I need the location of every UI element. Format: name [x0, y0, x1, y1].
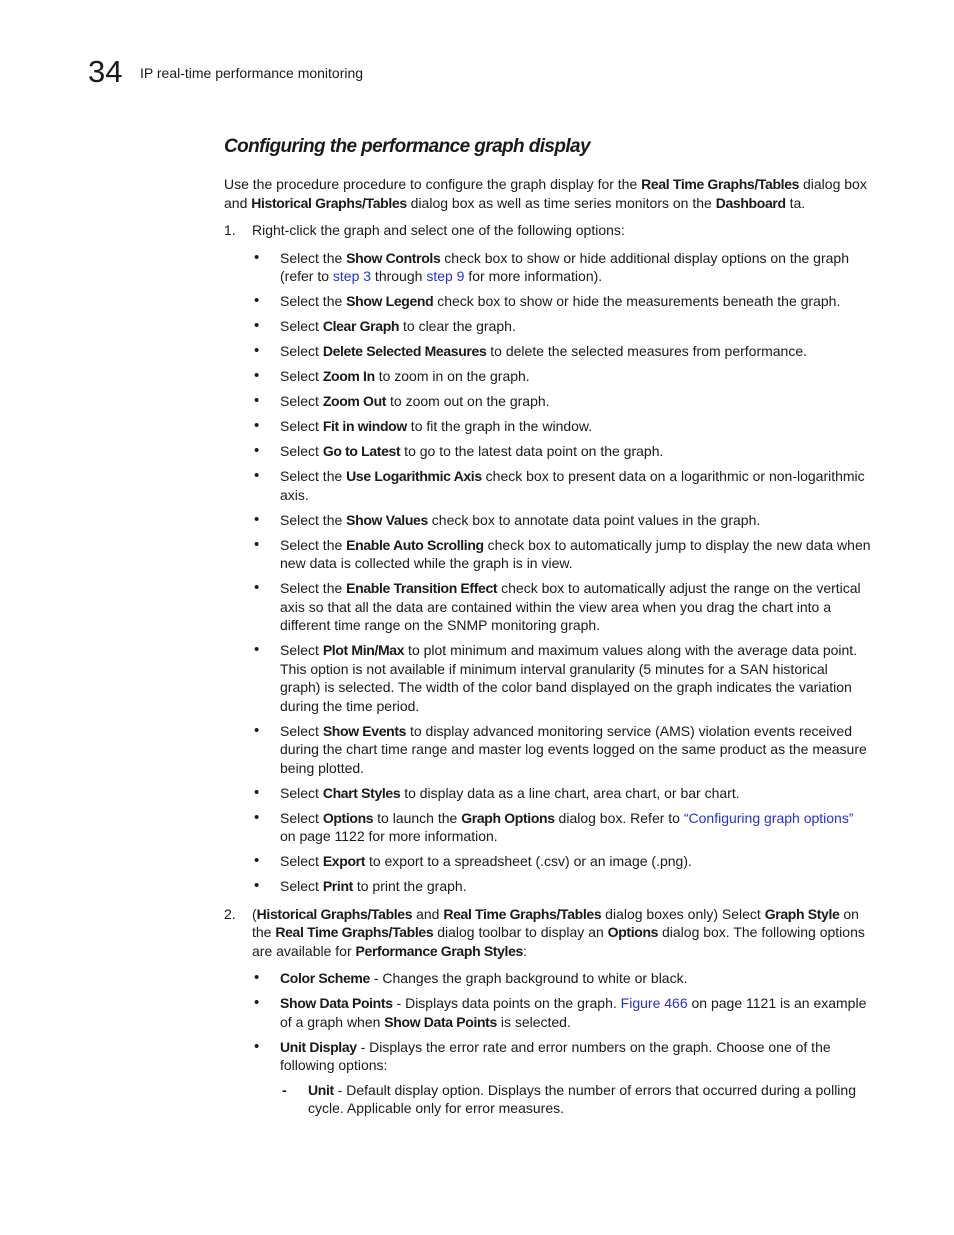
list-item — [252, 317, 872, 336]
ui-term: Chart Styles — [322, 784, 401, 801]
ui-term: Go to Latest — [322, 443, 401, 459]
list-item — [252, 417, 872, 436]
list-item — [280, 1081, 872, 1118]
text: check box to automatically adjust the range on the vertical axis so that all the data are contained within the view area when you drag the chart into a different time range on the SNMP monitoring graph. — [280, 580, 861, 633]
text: Use the procedure procedure to configure the graph display for the — [224, 176, 642, 192]
text: Select — [280, 878, 323, 894]
list-item — [252, 994, 872, 1031]
list-item — [252, 367, 872, 386]
text: through — [371, 268, 427, 284]
step-text — [252, 905, 872, 961]
text: Select — [280, 853, 323, 869]
text: check box to annotate data point values in the graph. — [427, 511, 761, 528]
ui-term: Show Legend — [346, 293, 434, 309]
text: check box to present data on a logarithmic or non-logarithmic axis. — [280, 468, 865, 503]
chapter-title: IP real-time performance monitoring — [140, 65, 364, 81]
text: Select the — [280, 511, 347, 528]
text: to fit the graph in the window. — [406, 418, 593, 434]
text: Select — [280, 418, 323, 434]
text: Select the — [280, 536, 347, 553]
ui-term: Historical Graphs/Tables — [251, 194, 407, 211]
text: to export to a spreadsheet (.csv) or an image (.png). — [365, 853, 692, 869]
ui-term: Historical Graphs/Tables — [256, 905, 413, 922]
text: check box to show or hide additional display options on the graph (refer to — [280, 249, 849, 284]
section-title: Configuring the performance graph display — [224, 136, 590, 157]
text: for more information). — [464, 268, 603, 284]
text: to zoom out on the graph. — [386, 393, 550, 409]
ui-term: Show Events — [322, 722, 407, 739]
text: and — [412, 905, 444, 922]
text: Select the — [280, 293, 347, 309]
text: dialog toolbar to display an — [433, 924, 608, 940]
intro-paragraph — [224, 175, 872, 212]
text: dialog box and — [224, 176, 867, 211]
list-item — [252, 809, 872, 846]
text: to display advanced monitoring service (AMS) violation events received during the chart time range and master log events logged on the same product as the measure being plotted. — [280, 722, 867, 776]
step-1 — [224, 221, 872, 896]
text: dialog box. Refer to — [554, 809, 684, 826]
text: on the — [252, 905, 859, 940]
text: Select — [280, 343, 323, 359]
text: Select — [280, 784, 323, 801]
text: - Changes the graph background to white or black. — [369, 970, 688, 986]
ui-term: Print — [322, 878, 353, 894]
list-item — [252, 641, 872, 715]
list-item — [252, 392, 872, 411]
text: - Displays data points on the graph. — [392, 995, 621, 1011]
list-item — [252, 579, 872, 635]
list-item — [252, 969, 872, 988]
main-content — [224, 135, 872, 1124]
ui-term: Unit — [308, 1081, 334, 1098]
ui-term: Performance Graph Styles — [355, 942, 523, 959]
ui-term: Color Scheme — [280, 970, 370, 986]
text: Select — [280, 368, 323, 384]
unit-display-options — [280, 1081, 872, 1118]
ui-term: Options — [322, 809, 374, 826]
list-item — [252, 1038, 872, 1118]
text: - Displays the error rate and error numbers on the graph. Choose one of the following options: — [280, 1038, 831, 1073]
text: Select — [280, 722, 323, 739]
ui-term: Fit in window — [322, 418, 407, 434]
ui-term: Use Logarithmic Axis — [346, 468, 482, 484]
step-number: 1. — [224, 222, 236, 238]
text: to plot minimum and maximum values along with the average data point. This option is not available if minimum interval granularity (5 minutes for a SAN historical graph) is selected. The width of the color band displayed on the graph indicates the variation during the time period. — [280, 642, 858, 714]
text: to go to the latest data point on the graph. — [400, 443, 664, 459]
list-item — [252, 852, 872, 871]
text: Select — [280, 809, 323, 826]
list-item — [252, 342, 872, 361]
figure-link[interactable]: Figure 466 — [620, 995, 688, 1011]
text: is selected. — [496, 1013, 571, 1030]
text: to print the graph. — [352, 878, 467, 894]
text: on page 1122 for more information. — [280, 828, 498, 844]
text: Select the — [280, 468, 347, 484]
text: to delete the selected measures from performance. — [486, 343, 808, 359]
text: to clear the graph. — [399, 318, 516, 334]
ui-term: Enable Transition Effect — [346, 580, 498, 596]
text: dialog box. The following options are available for — [252, 924, 865, 959]
text: dialog boxes only) Select — [601, 905, 765, 922]
list-item — [252, 442, 872, 461]
list-item — [252, 511, 872, 530]
list-item — [252, 722, 872, 778]
ui-term: Real Time Graphs/Tables — [641, 176, 800, 192]
chapter-number: 34 — [88, 54, 123, 89]
list-item — [252, 467, 872, 504]
ui-term: Show Values — [346, 511, 428, 528]
ui-term: Real Time Graphs/Tables — [275, 924, 434, 940]
ui-term: Zoom In — [322, 368, 375, 384]
list-item — [252, 536, 872, 573]
ui-term: Show Data Points — [280, 995, 393, 1011]
text: to launch the — [373, 809, 462, 826]
cross-reference-link[interactable]: step 9 — [426, 268, 465, 284]
text: to zoom in on the graph. — [374, 368, 530, 384]
ui-term: Graph Options — [461, 809, 555, 826]
ui-term: Options — [607, 924, 659, 940]
ui-term: Plot Min/Max — [322, 642, 405, 658]
text: Select — [280, 393, 323, 409]
text: ( — [252, 905, 257, 922]
ui-term: Real Time Graphs/Tables — [443, 905, 602, 922]
text: Select — [280, 642, 323, 658]
step-number: 2. — [224, 905, 236, 922]
ui-term: Delete Selected Measures — [322, 343, 487, 359]
text: : — [522, 942, 527, 959]
cross-reference-link[interactable]: step 3 — [332, 268, 372, 284]
step-text: Right-click the graph and select one of the following options: — [252, 222, 625, 238]
step-1-options — [252, 249, 872, 896]
text: on page 1121 is an example of a graph when — [280, 995, 867, 1030]
text: Select — [280, 443, 323, 459]
ui-term: Clear Graph — [322, 318, 400, 334]
list-item — [252, 292, 872, 311]
text: Select the — [280, 249, 347, 266]
ui-term: Graph Style — [764, 905, 840, 922]
text: Select the — [280, 580, 347, 596]
list-item — [252, 249, 872, 286]
ui-term: Unit Display — [280, 1038, 357, 1055]
step-2 — [224, 905, 872, 1118]
ui-term: Show Data Points — [384, 1013, 497, 1030]
text: Select — [280, 318, 323, 334]
text: - Default display option. Displays the number of errors that occurred during a polling cycle. Applicable only for error measures. — [308, 1081, 856, 1116]
text: dialog box as well as time series monitors on the — [406, 194, 716, 211]
list-item — [252, 877, 872, 896]
cross-reference-link[interactable]: “Configuring graph options” — [683, 809, 854, 826]
graph-style-options — [252, 969, 872, 1118]
text: check box to automatically jump to display the new data when new data is collected while the graph is in view. — [280, 536, 871, 571]
ui-term: Zoom Out — [322, 393, 387, 409]
ui-term: Show Controls — [346, 249, 441, 266]
text: to display data as a line chart, area chart, or bar chart. — [400, 784, 740, 801]
text: check box to show or hide the measurements beneath the graph. — [433, 293, 841, 309]
list-item — [252, 784, 872, 803]
ui-term: Export — [322, 853, 366, 869]
ui-term: Dashboard — [715, 194, 786, 211]
ui-term: Enable Auto Scrolling — [346, 536, 484, 553]
text: ta. — [785, 194, 806, 211]
